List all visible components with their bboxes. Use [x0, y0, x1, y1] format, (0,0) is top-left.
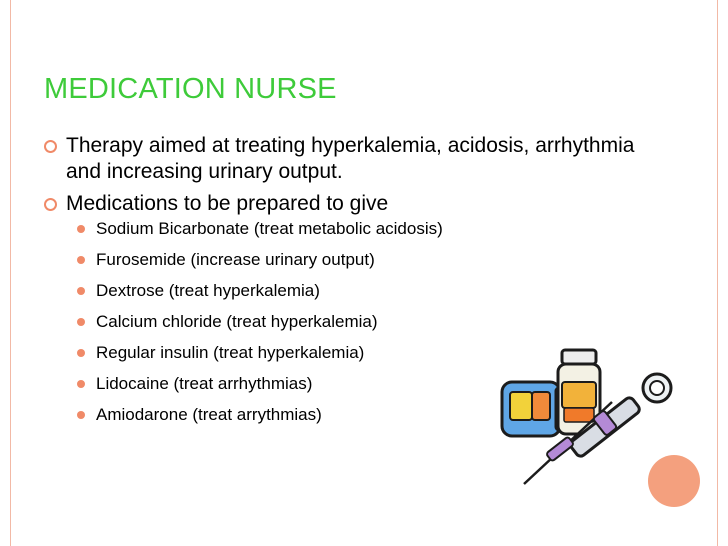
sub-bullet-text: Lidocaine (treat arrhythmias) [96, 374, 313, 393]
corner-circle-decoration [648, 455, 700, 507]
sub-bullet-marker-icon [77, 318, 85, 326]
sub-bullet-text: Furosemide (increase urinary output) [96, 250, 375, 269]
bullet-marker-icon [44, 140, 57, 153]
sub-bullet-furosemide [74, 250, 644, 270]
sub-bullet-sodium-bicarbonate [74, 219, 644, 239]
bullet-item-therapy [44, 133, 644, 185]
sub-bullet-calcium-chloride [74, 312, 644, 332]
sub-bullet-marker-icon [77, 225, 85, 233]
sub-bullet-dextrose [74, 281, 644, 301]
bullet-text: Medications to be prepared to give [66, 192, 389, 215]
sub-bullet-text: Sodium Bicarbonate (treat metabolic acidosis) [96, 219, 443, 238]
sub-bullet-marker-icon [77, 380, 85, 388]
sub-bullet-text: Amiodarone (treat arrythmias) [96, 405, 322, 424]
sub-bullet-marker-icon [77, 256, 85, 264]
pill-bottle-icon [502, 382, 566, 436]
bullet-marker-icon [44, 198, 57, 211]
sub-bullet-marker-icon [77, 349, 85, 357]
sub-bullet-text: Regular insulin (treat hyperkalemia) [96, 343, 365, 362]
sub-bullet-text: Calcium chloride (treat hyperkalemia) [96, 312, 378, 331]
sub-bullet-text: Dextrose (treat hyperkalemia) [96, 281, 320, 300]
sub-bullet-marker-icon [77, 287, 85, 295]
bullet-text: Therapy aimed at treating hyperkalemia, acidosis, arrhythmia and increasing urinary output. [66, 134, 635, 183]
slide-title: MEDICATION NURSE [44, 73, 337, 105]
sub-bullet-marker-icon [77, 411, 85, 419]
